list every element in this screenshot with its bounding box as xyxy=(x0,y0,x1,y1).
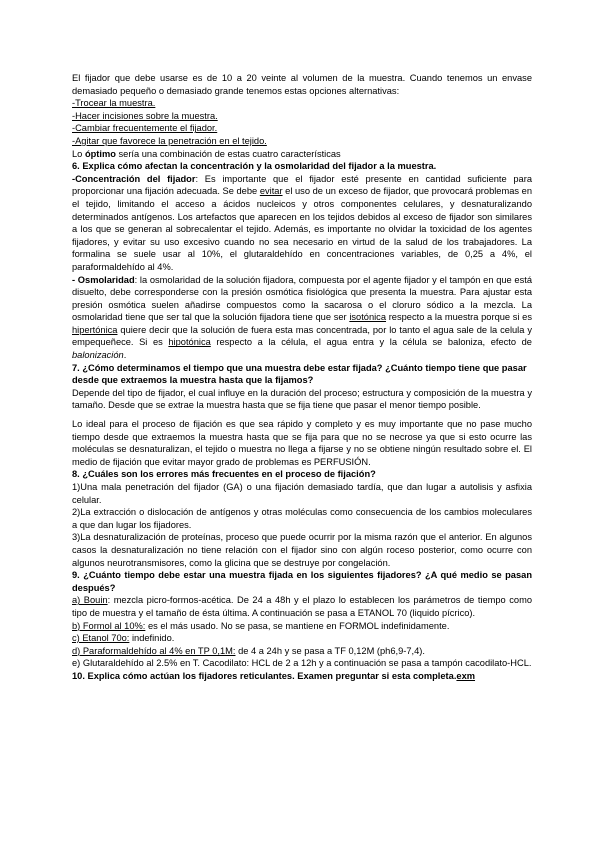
concentration-paragraph: -Concentración del fijador: Es importante que el fijador esté presente en cantidad suficiente para proporcionar una fijación adecuada. Se debe evitar el uso de un exceso de fijador, que provocará problemas en el tejido, limitando el acceso a ácidos nucleicos y otros componentes celulares, y desnaturalizando determinados antígenos. Los artefactos que aparecen en los tejidos debidos al exceso de fijador son similares a los que se generan al sobrecalentar el tejido. Además, es importante no olvidar la toxicidad de los agentes fijadores, y evitar su uso excesivo cuando no sea necesario en virtud de la salud de los trabajadores. La formalina se suele usar al 10%, el glutaraldehído en concentraciones variables, de 0,25 a 4%, el paraformaldehído al 4%. xyxy=(72,173,532,272)
error-item: 1)Una mala penetración del fijador (GA) o una fijación demasiado tardía, que dan lugar a autolisis y asfixia celular. xyxy=(72,482,532,505)
fixer-item-paraformaldehido: d) Paraformaldehído al 4% en TP 0,1M: de 4 a 24h y se pasa a TF 0,12M (ph6,9-7,4). xyxy=(72,645,425,656)
osmolarity-paragraph: - Osmolaridad: la osmolaridad de la solución fijadora, compuesta por el agente fijador y el tampón en que está disuelto, debe corresponderse con la presión osmótica fisiológica que presenta la muestra. Para ajustar esta presión osmótica suelen añadirse compuestos como la sacarosa o el cloruro sódico a la mezcla. La osmolaridad tiene que ser tal que la solución fijadora tiene que ser isotónica respecto a la muestra porque si es hipertónica quiere decir que la solución de fuera esta mas concentrada, por lo tanto el agua sale de la celula y empequeñece. Si es hipotónica respecto a la célula, el agua entra y la célula se baloniza, efecto de balonización. xyxy=(72,274,533,361)
fixer-item-bouin: a) Bouin: mezcla picro-formos-acética. De 24 a 48h y el plazo lo establecen los parámetros de tiempo como tipo de muestra y el tamaño de ésta última. A continuación se pasa a ETANOL 70 (liquido pícrico). xyxy=(72,595,532,618)
option-item: -Hacer incisiones sobre la muestra. xyxy=(72,110,218,121)
question-7-answer-2: Lo ideal para el proceso de fijación es que sea rápido y completo y es muy importante que no pase mucho tiempo desde que extraemos la muestra hasta que se fija para que no se necrose ya que si esto ocurre las moléculas se desnaturalizan, el tejido o muestra no llega a fijarse y no se obtiene ningún resultado sobre el. El medio de fijación que evitar mayor grado de problemas es PERFUSIÓN. xyxy=(72,419,532,467)
question-6-title: 6. Explica cómo afectan la concentración y la osmolaridad del fijador a la muestra. xyxy=(72,161,437,172)
fixer-item-formol: b) Formol al 10%: es el más usado. No se pasa, se mantiene en FORMOL indefinidamente. xyxy=(72,620,450,631)
fixer-item-glutaraldehido: e) Glutaraldehído al 2.5% en T. Cacodilato: HCL de 2 a 12h y a continuación se pasa a tampón cacodilato-HCL. xyxy=(72,658,532,669)
evitar-word: evitar xyxy=(259,186,283,197)
hipotonica-word: hipotónica xyxy=(168,337,211,348)
hipertonica-word: hipertónica xyxy=(72,324,118,335)
optimo-word: óptimo xyxy=(84,148,116,159)
exm-note: exm xyxy=(456,670,476,681)
question-9-title: 9. ¿Cuánto tiempo debe estar una muestra fijada en los siguientes fijadores? ¿A qué medio se pasan después? xyxy=(72,570,532,593)
error-item: 3)La desnaturalización de proteínas, proceso que puede ocurrir por la misma razón que el anterior. En algunos casos la desnaturalización no tiene relación con el fijador sino con algún roceso posterior, como ocurre con algunos neurotransmisores, como la glicina que se destruye por congelación. xyxy=(72,532,532,568)
question-7-title: 7. ¿Cómo determinamos el tiempo que una muestra debe estar fijada? ¿Cuánto tiempo tiene que pasar desde que extraemos la muestra hasta que la fijamos? xyxy=(72,362,527,386)
question-10-title: 10. Explica cómo actúan los fijadores reticulantes. Examen preguntar si esta completa.exm xyxy=(72,670,476,681)
fixer-item-etanol: c) Etanol 70o: indefinido. xyxy=(72,633,175,644)
question-8-title: 8. ¿Cuáles son los errores más frecuentes en el proceso de fijación? xyxy=(72,469,376,480)
concentration-label: -Concentración del fijador xyxy=(72,173,196,184)
osmolarity-label: - Osmolaridad xyxy=(72,274,135,285)
option-item: -Trocear la muestra. xyxy=(72,98,156,109)
option-item: -Cambiar frecuentemente el fijador. xyxy=(72,123,218,134)
question-7-answer-1: Depende del tipo de fijador, el cual influye en la duración del proceso; estructura y composición de la muestra y tamaño. Desde que se extrae la muestra hasta que se fija tiene que pasar el menor tiempo posible. xyxy=(72,387,532,411)
intro-paragraph xyxy=(72,72,532,97)
option-item: -Agitar que favorece la penetración en el tejido. xyxy=(72,135,267,146)
balonizacion-word: balonización xyxy=(72,350,124,361)
intro-text: El fijador que debe usarse es de 10 a 20 veinte al volumen de la muestra. Cuando tenemos un envase demasiado pequeño o demasiado grande tenemos estas opciones alternativas: xyxy=(72,73,532,96)
error-item: 2)La extracción o dislocación de antígenos y otras moléculas como consecuencia de los cambios moleculares a que dan lugar los fijadores. xyxy=(72,507,532,530)
optimo-line: Lo óptimo sería una combinación de estas cuatro características xyxy=(72,148,341,159)
document-page xyxy=(72,72,532,683)
isotonica-word: isotónica xyxy=(349,312,387,323)
